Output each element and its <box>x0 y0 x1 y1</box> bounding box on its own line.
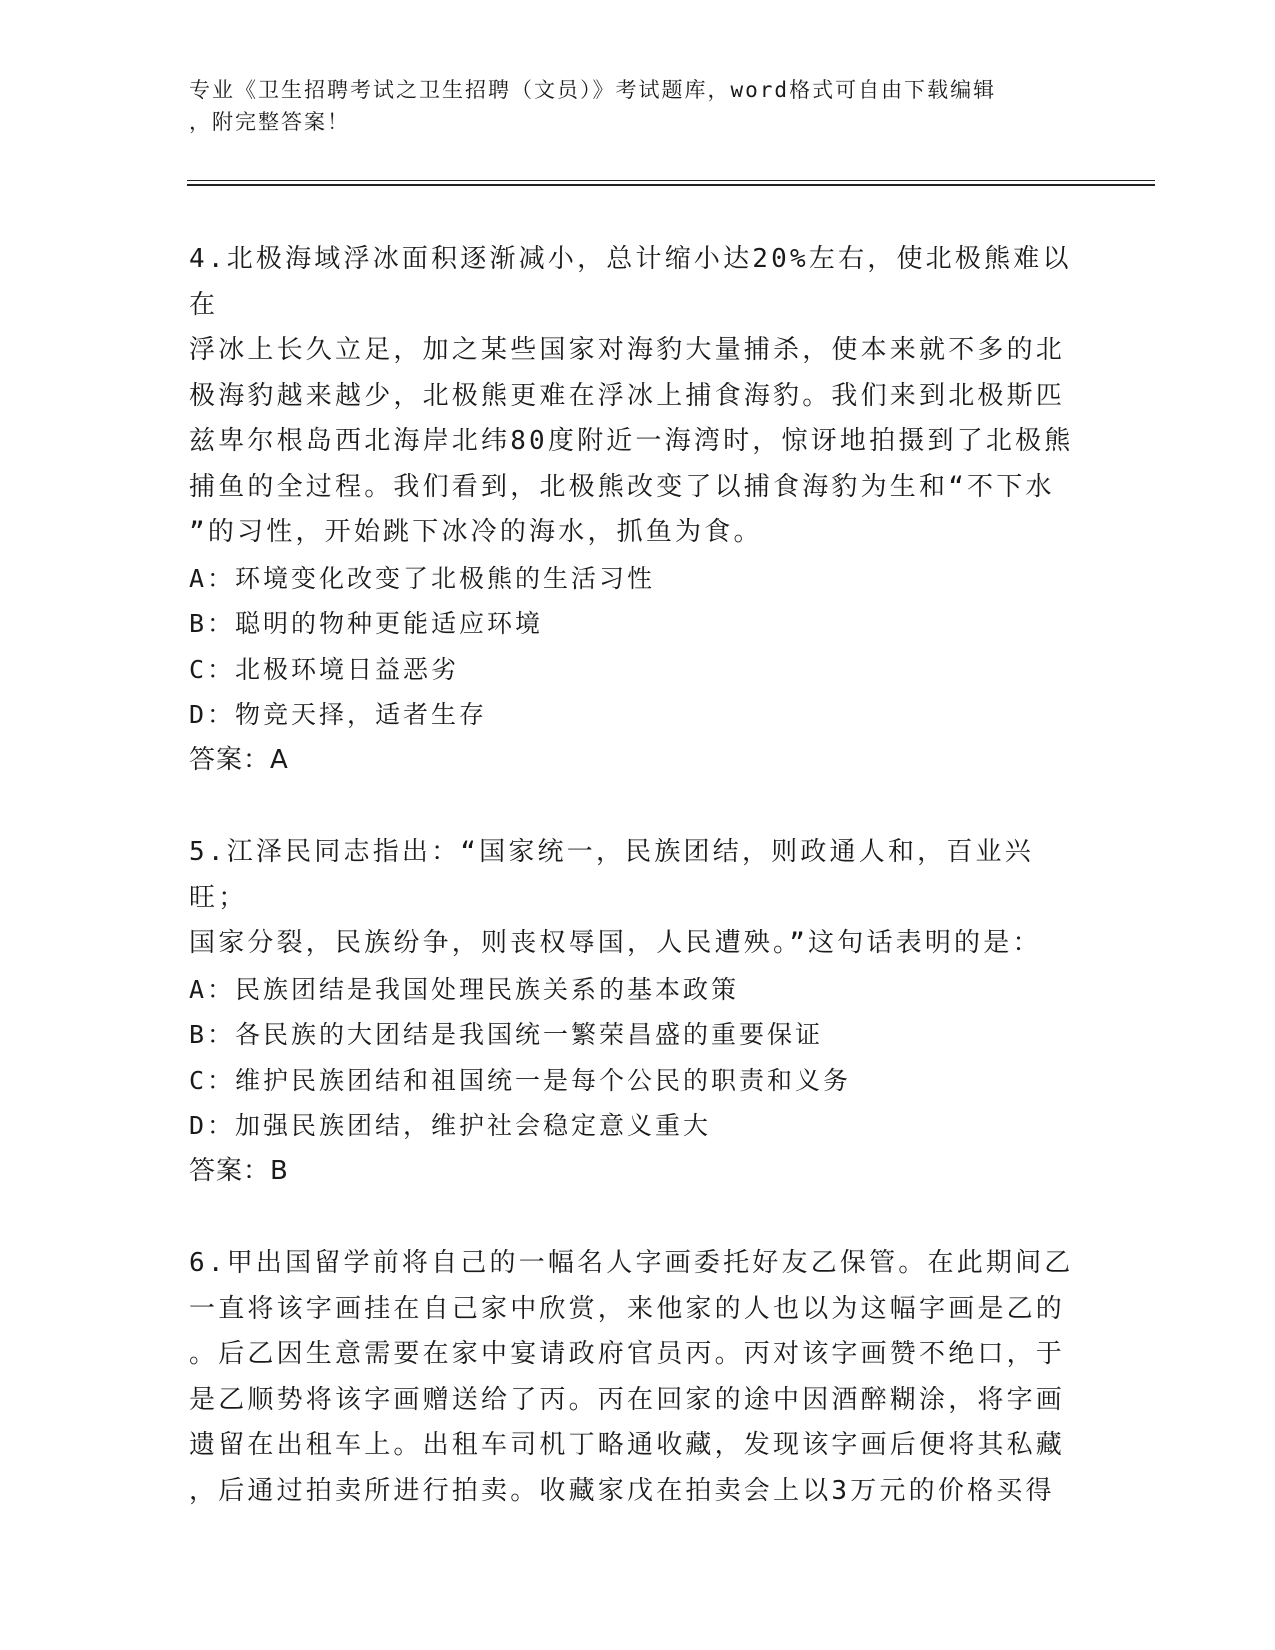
question-text-line: ”的习性，开始跳下冰冷的海水，抓鱼为食。 <box>189 517 763 547</box>
question-6 <box>189 1241 1089 1514</box>
question-text-line: 兹卑尔根岛西北海岸北纬80度附近一海湾时，惊讶地拍摄到了北极熊 <box>189 426 1074 456</box>
question-spacer <box>189 783 1089 830</box>
option-a: A：环境变化改变了北极熊的生活习性 <box>189 563 656 593</box>
question-list <box>189 237 1089 1514</box>
question-5 <box>189 830 1089 1194</box>
question-text-line: 。后乙因生意需要在家中宴请政府官员丙。丙对该字画赞不绝口，于 <box>189 1339 1066 1369</box>
question-text-line: 国家分裂，民族纷争，则丧权辱国，人民遭殃。”这句话表明的是： <box>189 928 1042 958</box>
document-header <box>189 74 1089 138</box>
header-divider-top <box>187 180 1155 181</box>
question-text-line: 4.北极海域浮冰面积逐渐减小，总计缩小达20%左右，使北极熊难以在 <box>189 244 1072 320</box>
question-text-line: 6.甲出国留学前将自己的一幅名人字画委托好友乙保管。在此期间乙 <box>189 1248 1074 1278</box>
option-d: D：物竞天择，适者生存 <box>189 700 488 729</box>
question-text-line: 5.江泽民同志指出：“国家统一，民族团结，则政通人和，百业兴旺； <box>189 837 1034 913</box>
header-line-2: ，附完整答案！ <box>189 110 350 134</box>
question-text-line: 是乙顺势将该字画赠送给了丙。丙在回家的途中因酒醉糊涂，将字画 <box>189 1384 1066 1415</box>
option-b: B：聪明的物种更能适应环境 <box>189 609 544 638</box>
option-c: C：北极环境日益恶劣 <box>189 654 460 684</box>
question-spacer <box>189 1194 1089 1241</box>
question-text-line: 一直将该字画挂在自己家中欣赏，来他家的人也以为这幅字画是乙的 <box>189 1293 1066 1324</box>
question-4 <box>189 237 1089 783</box>
question-text-line: ，后通过拍卖所进行拍卖。收藏家戊在拍卖会上以3万元的价格买得 <box>189 1475 1055 1506</box>
option-d: D：加强民族团结，维护社会稳定意义重大 <box>189 1111 712 1140</box>
question-text-line: 捕鱼的全过程。我们看到，北极熊改变了以捕食海豹为生和“不下水 <box>189 471 1055 502</box>
option-c: C：维护民族团结和祖国统一是每个公民的职责和义务 <box>189 1065 852 1095</box>
answer: 答案：B <box>189 1155 289 1186</box>
question-text-line: 浮冰上长久立足，加之某些国家对海豹大量捕杀，使本来就不多的北 <box>189 335 1066 365</box>
header-line-1: 专业《卫生招聘考试之卫生招聘（文员）》考试题库，word格式可自由下载编辑 <box>189 78 997 102</box>
answer: 答案：A <box>189 744 289 775</box>
option-b: B：各民族的大团结是我国统一繁荣昌盛的重要保证 <box>189 1020 824 1049</box>
option-a: A：民族团结是我国处理民族关系的基本政策 <box>189 974 740 1004</box>
header-divider-bottom <box>187 184 1155 186</box>
question-text-line: 极海豹越来越少，北极熊更难在浮冰上捕食海豹。我们来到北极斯匹 <box>189 380 1066 411</box>
question-text-line: 遗留在出租车上。出租车司机丁略通收藏，发现该字画后便将其私藏 <box>189 1430 1066 1460</box>
